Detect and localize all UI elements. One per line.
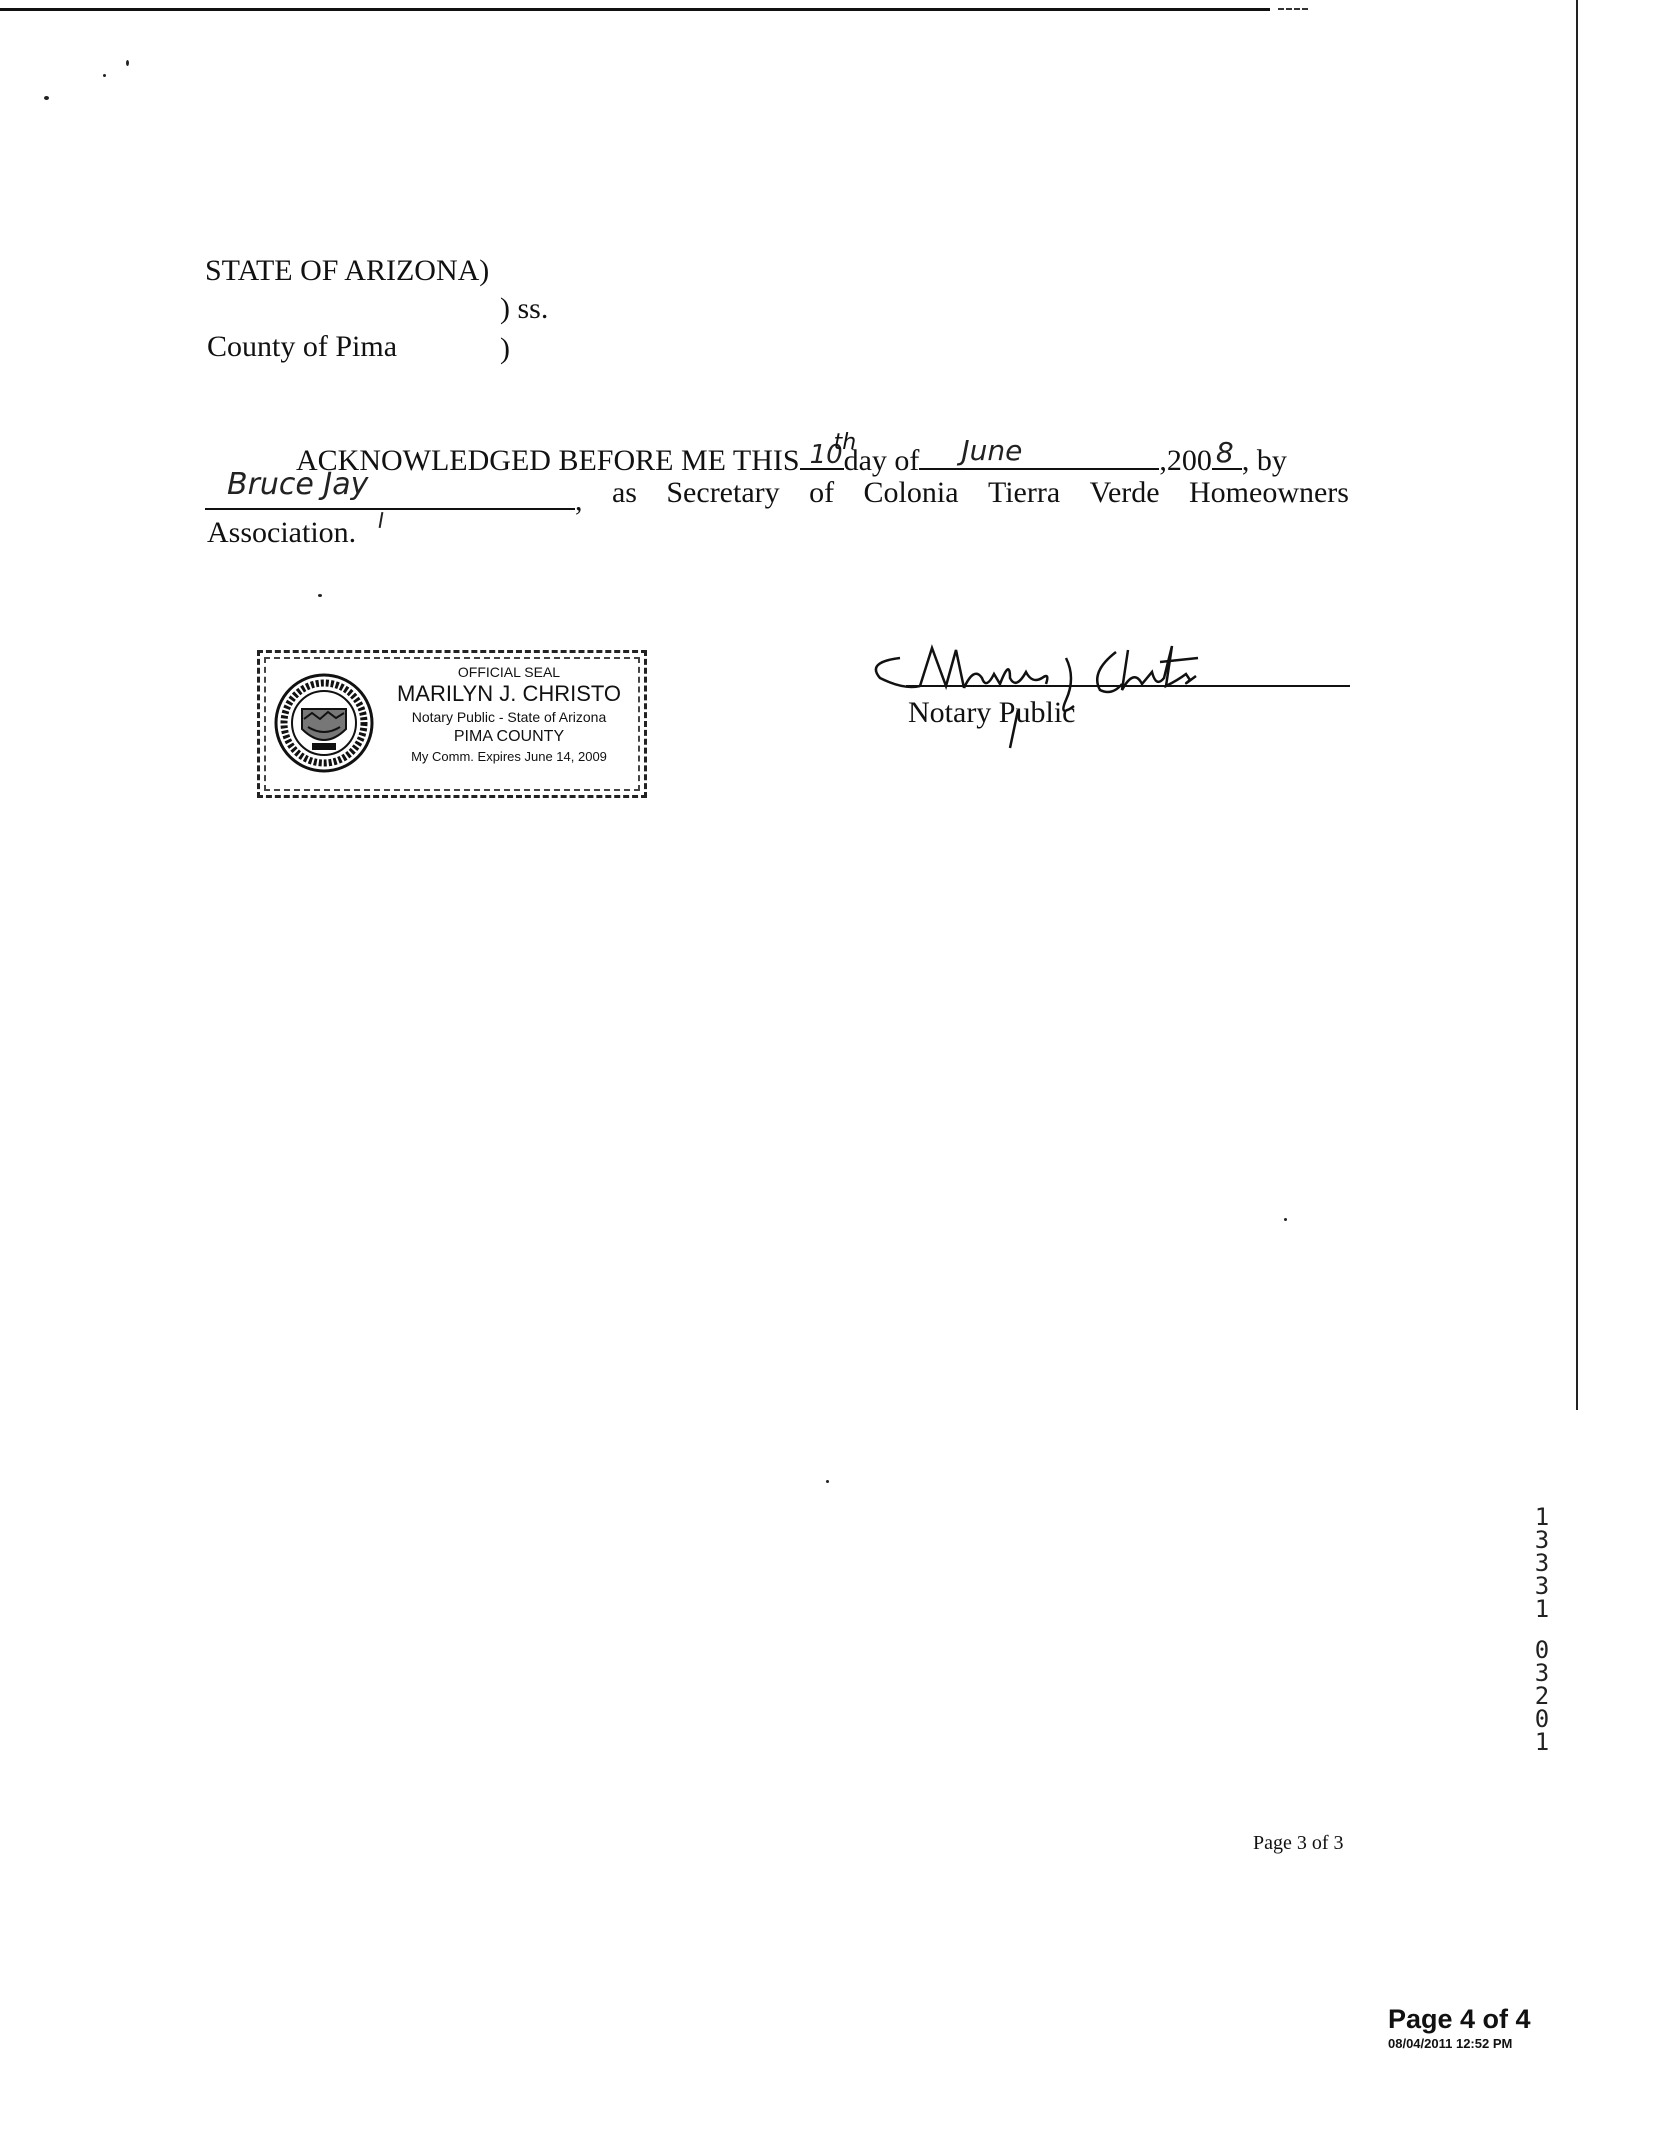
line2-word: Homeowners — [1189, 476, 1349, 509]
scan-speck — [318, 594, 322, 597]
doc-number-digit: 3 — [1534, 1526, 1550, 1554]
line2-word: Tierra — [987, 476, 1061, 509]
month-blank — [919, 434, 1159, 470]
inner-page-number: Page 3 of 3 — [1253, 1832, 1344, 1854]
day-of-label: day of — [843, 444, 920, 477]
doc-number-digit: 3 — [1534, 1572, 1550, 1600]
doc-number-digit: 3 — [1534, 1549, 1550, 1577]
doc-number-digit: 0 — [1534, 1705, 1550, 1733]
year-blank — [1212, 438, 1242, 470]
seal-notary-public: Notary Public - State of Arizona — [411, 709, 607, 725]
line2-word: of — [809, 476, 835, 509]
notary-public-label: Notary Public — [908, 696, 1076, 729]
year-handwritten: 8 — [1215, 436, 1234, 469]
doc-number-digit: 1 — [1534, 1503, 1550, 1531]
ack-lead: ACKNOWLEDGED BEFORE ME THIS — [296, 444, 800, 477]
venue-ss: ) ss. — [500, 292, 549, 325]
name-handwritten: Bruce Jay — [227, 467, 369, 502]
outer-page-number: Page 4 of 4 — [1388, 2004, 1531, 2034]
notary-seal-stamp — [257, 650, 647, 798]
doc-number-digit: 3 — [1534, 1659, 1550, 1687]
acknowledgment-line-2 — [205, 467, 1349, 520]
doc-number-digit: 2 — [1534, 1682, 1550, 1710]
line2-word: as — [611, 476, 637, 509]
seal-title: OFFICIAL SEAL — [457, 664, 561, 680]
line2-word: , — [575, 484, 583, 517]
day-suffix: th — [833, 430, 857, 455]
fax-timestamp: 08/04/2011 12:52 PM — [1388, 2036, 1513, 2051]
association-line: Association. — [207, 516, 357, 549]
day-blank — [800, 430, 857, 470]
scan-speck — [103, 74, 106, 77]
seal-notary-name: MARILYN J. CHRISTO — [396, 681, 622, 706]
seal-county: PIMA COUNTY — [453, 728, 565, 745]
scan-speck — [1284, 1218, 1287, 1221]
by-label: , by — [1241, 444, 1287, 477]
line2-word: Colonia — [863, 476, 959, 509]
line2-word: Verde — [1089, 476, 1160, 509]
name-blank — [205, 467, 575, 510]
scan-speck — [44, 96, 49, 100]
doc-number-digit: 1 — [1534, 1728, 1550, 1756]
month-handwritten: June — [961, 434, 1023, 467]
arizona-state-seal-icon — [272, 671, 376, 775]
doc-number-digit: 0 — [1534, 1636, 1550, 1664]
venue-county: County of Pima — [207, 330, 398, 363]
line2-word: Secretary — [666, 476, 780, 509]
top-border-line — [0, 8, 1270, 11]
seal-text-block — [378, 663, 640, 767]
vertical-document-number — [1530, 1503, 1554, 1756]
signature-line — [906, 685, 1350, 687]
day-handwritten: 10 — [809, 440, 843, 470]
venue-state: STATE OF ARIZONA) — [205, 254, 490, 287]
doc-number-digit: 1 — [1534, 1595, 1550, 1623]
seal-commission-expiry: My Comm. Expires June 14, 2009 — [411, 749, 607, 764]
scan-speck — [826, 1480, 829, 1483]
notary-signature — [860, 628, 1260, 758]
page-right-edge — [1576, 0, 1578, 1410]
top-border-dash — [1278, 8, 1308, 12]
year-prefix: ,200 — [1159, 444, 1212, 477]
venue-paren: ) — [500, 332, 510, 365]
scan-speck — [126, 60, 129, 66]
